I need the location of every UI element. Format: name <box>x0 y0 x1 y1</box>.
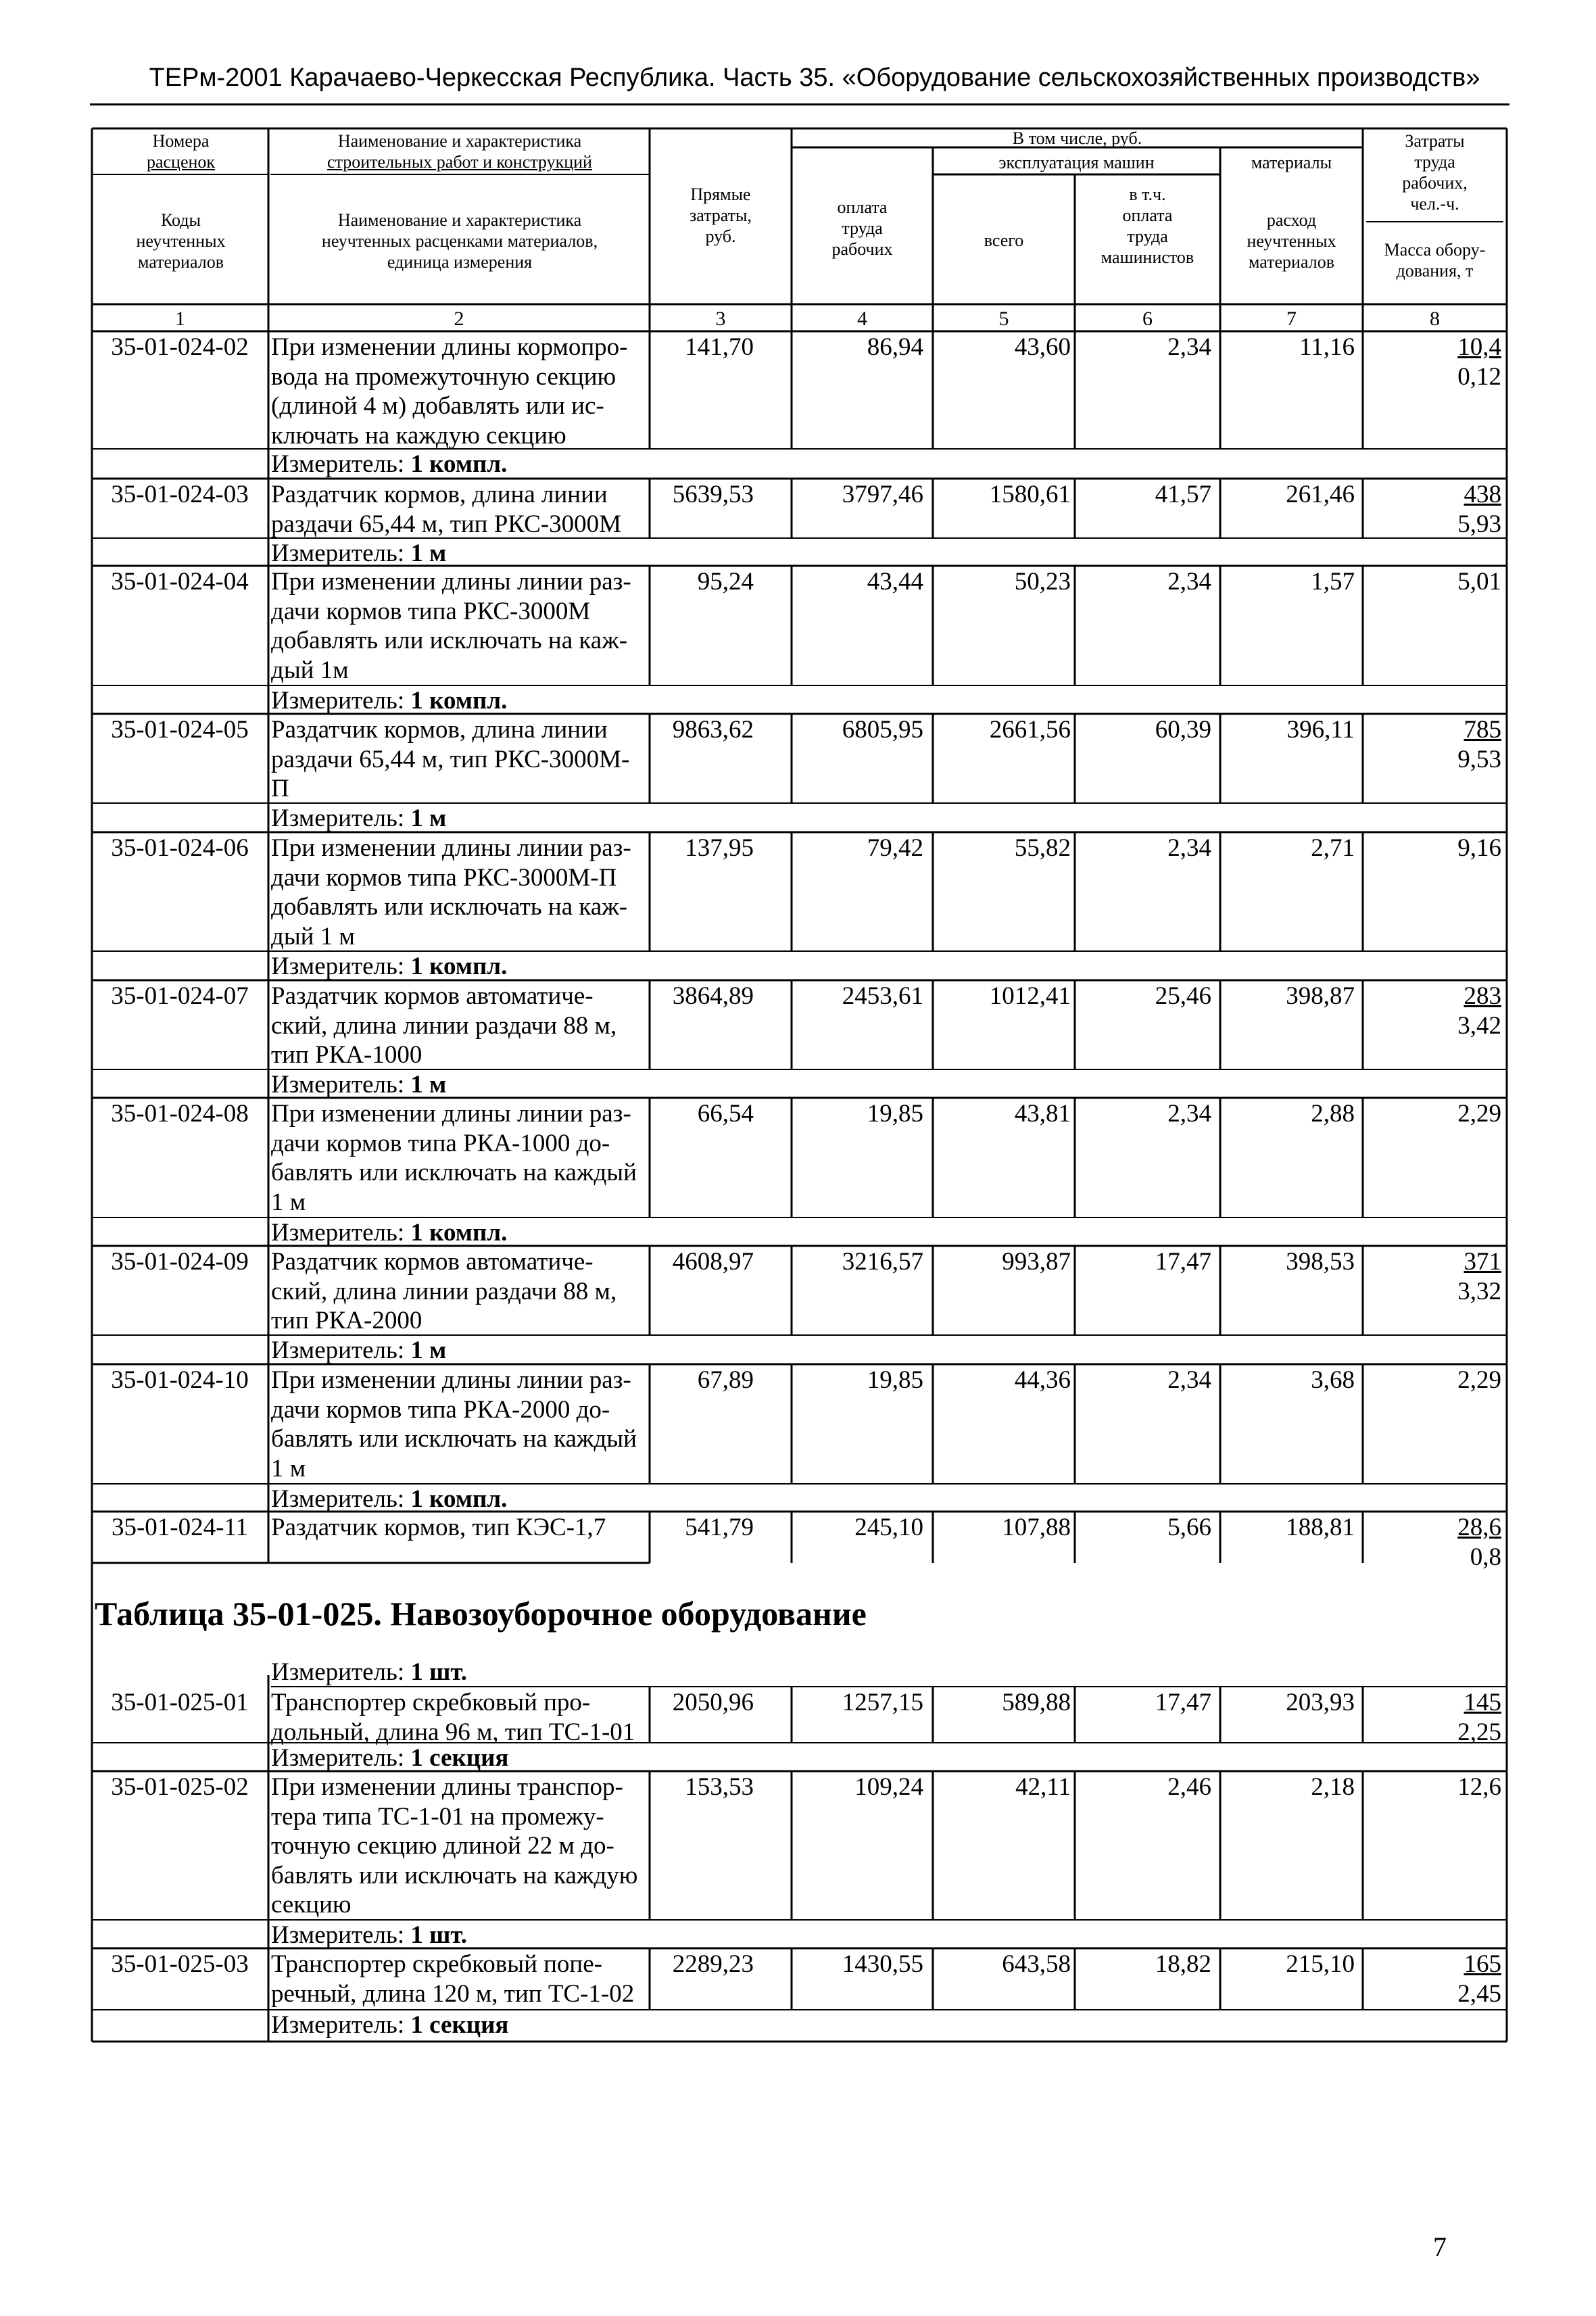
row-meter <box>271 686 879 715</box>
cell-direct-costs: 2050,96 <box>672 1689 754 1716</box>
cell-operators-pay: 60,39 <box>1155 716 1211 744</box>
cell-operators-pay: 2,34 <box>1167 1100 1211 1128</box>
page-number: 7 <box>1433 2231 1447 2262</box>
meter-label: Измеритель: <box>271 450 405 478</box>
row-description <box>271 1247 650 1336</box>
cell-direct-costs: 541,79 <box>685 1514 754 1541</box>
cell-labor-hours: 785 <box>1464 716 1501 744</box>
description-line: дачи кормов типа РКС-3000М <box>271 597 591 625</box>
description-line: При изменении длины линии раз- <box>271 1100 631 1128</box>
cell-operators-pay: 2,46 <box>1167 1773 1211 1801</box>
description-line: Транспортер скребковый про- <box>271 1689 591 1716</box>
cell-labor-hours: 5,01 <box>1457 568 1501 596</box>
cell-direct-costs: 9863,62 <box>672 716 754 744</box>
cell-operators-pay: 17,47 <box>1155 1248 1211 1276</box>
description-line: При изменении длины транспор- <box>271 1773 623 1801</box>
description-line: ский, длина линии раздачи 88 м, <box>271 1011 617 1040</box>
cell-materials: 1,57 <box>1311 568 1355 596</box>
cell-materials: 188,81 <box>1286 1514 1355 1541</box>
cell-labor-pay: 6805,95 <box>842 716 923 744</box>
description-line: дый 1м <box>271 656 349 684</box>
description-line: дачи кормов типа РКС-3000М-П <box>271 863 617 892</box>
cell-operators-pay: 2,34 <box>1167 333 1211 361</box>
description-line: добавлять или исключать на каж- <box>271 627 628 654</box>
description-line: П <box>271 775 289 802</box>
header-col1-top: Номера расценок <box>146 131 216 172</box>
table-title: Таблица 35-01-025. Навозоуборочное оборудование <box>95 1595 867 1633</box>
cell-labor-hours: 165 <box>1464 1950 1501 1978</box>
cell-direct-costs: 4608,97 <box>672 1248 754 1276</box>
cell-direct-costs: 141,70 <box>685 333 754 361</box>
cell-materials: 396,11 <box>1286 716 1355 744</box>
meter-value: 1 компл. <box>410 450 508 478</box>
cell-operators-pay: 41,57 <box>1155 481 1211 508</box>
cell-equipment-mass: 2,25 <box>1457 1718 1501 1746</box>
row-meter <box>271 1743 879 1772</box>
cell-labor-pay: 86,94 <box>867 333 923 361</box>
description-line: Раздатчик кормов автоматиче- <box>271 982 594 1010</box>
row-meter <box>271 1485 879 1514</box>
description-line: секцию <box>271 1891 352 1919</box>
cell-machines-total: 44,36 <box>1014 1366 1071 1394</box>
description-line: тера типа ТС-1-01 на промежу- <box>271 1802 604 1831</box>
description-line: ключать на каждую секцию <box>271 421 566 450</box>
cell-equipment-mass: 5,93 <box>1457 510 1501 538</box>
cell-labor-pay: 109,24 <box>854 1773 923 1801</box>
meter-value: 1 м <box>410 1071 447 1099</box>
cell-operators-pay: 2,34 <box>1167 568 1211 596</box>
row-code: 35-01-024-09 <box>111 1248 249 1276</box>
row-meter <box>271 1336 879 1365</box>
meter-value: 1 компл. <box>410 687 508 715</box>
description-line: При изменении длины линии раз- <box>271 834 631 862</box>
description-line: Раздатчик кормов, тип КЭС-1,7 <box>271 1514 606 1541</box>
meter-label: Измеритель: <box>271 1336 405 1364</box>
description-line: точную секцию длиной 22 м до- <box>271 1832 614 1860</box>
row-code: 35-01-024-11 <box>111 1514 249 1541</box>
row-description <box>271 1513 650 1543</box>
cell-labor-hours: 9,16 <box>1457 834 1501 862</box>
cell-direct-costs: 153,53 <box>685 1773 754 1801</box>
row-meter <box>271 1070 879 1099</box>
meter-value: 1 секция <box>410 2011 509 2039</box>
meter-label: Измеритель: <box>271 804 405 832</box>
description-line: добавлять или исключать на каж- <box>271 893 628 921</box>
cell-direct-costs: 66,54 <box>697 1100 754 1128</box>
row-meter <box>271 952 879 981</box>
description-line: бавлять или исключать на каждую <box>271 1861 638 1889</box>
row-code: 35-01-024-06 <box>111 834 249 862</box>
cell-machines-total: 589,88 <box>1002 1689 1071 1716</box>
cell-machines-total: 1012,41 <box>989 982 1071 1010</box>
description-line: При изменении длины кормопро- <box>271 333 628 361</box>
description-line: дый 1 м <box>271 922 355 950</box>
cell-operators-pay: 2,34 <box>1167 834 1211 862</box>
cell-materials: 203,93 <box>1286 1689 1355 1716</box>
cell-labor-hours: 2,29 <box>1457 1100 1501 1128</box>
description-line: Раздатчик кормов, длина линии <box>271 481 608 508</box>
description-line: 1 м <box>271 1188 306 1216</box>
cell-materials: 11,16 <box>1299 333 1355 361</box>
cell-materials: 398,87 <box>1286 982 1355 1010</box>
row-description <box>271 1366 650 1483</box>
cell-machines-total: 43,81 <box>1014 1100 1071 1128</box>
row-code: 35-01-025-02 <box>111 1773 249 1801</box>
cell-equipment-mass: 3,42 <box>1457 1011 1501 1040</box>
cell-materials: 2,71 <box>1311 834 1355 862</box>
row-description <box>271 982 650 1070</box>
table2-first-meter: Измеритель: 1 шт. <box>271 1658 468 1686</box>
cell-machines-total: 55,82 <box>1014 834 1071 862</box>
meter-value: 1 компл. <box>410 1485 508 1513</box>
cell-labor-hours: 283 <box>1464 982 1501 1010</box>
column-number-7: 7 <box>1286 308 1297 330</box>
row-description <box>271 1099 650 1217</box>
description-line: Раздатчик кормов автоматиче- <box>271 1248 594 1276</box>
cell-materials: 398,53 <box>1286 1248 1355 1276</box>
column-number-5: 5 <box>998 308 1009 330</box>
row-meter <box>271 450 879 479</box>
row-meter <box>271 1921 879 1950</box>
meter-label: Измеритель: <box>271 1071 405 1099</box>
meter-value: 1 секция <box>410 1744 509 1772</box>
cell-operators-pay: 25,46 <box>1155 982 1211 1010</box>
cell-labor-hours: 438 <box>1464 481 1501 508</box>
meter-label: Измеритель: <box>271 2011 405 2039</box>
header-materials: материалы <box>1251 153 1332 172</box>
cell-operators-pay: 17,47 <box>1155 1689 1211 1716</box>
column-number-6: 6 <box>1142 308 1153 330</box>
meter-value: 1 м <box>410 1336 447 1364</box>
cell-materials: 215,10 <box>1286 1950 1355 1978</box>
row-code: 35-01-024-08 <box>111 1100 249 1128</box>
row-description <box>271 1950 650 2008</box>
cell-operators-pay: 2,34 <box>1167 1366 1211 1394</box>
description-line: дачи кормов типа РКА-1000 до- <box>271 1129 610 1157</box>
description-line: ский, длина линии раздачи 88 м, <box>271 1277 617 1305</box>
header-col7: расход неучтенных материалов <box>1247 210 1336 272</box>
header-col3: Прямые затраты, руб. <box>689 185 752 246</box>
meter-value: 1 компл. <box>410 1219 508 1247</box>
cell-labor-pay: 3216,57 <box>842 1248 923 1276</box>
cell-direct-costs: 5639,53 <box>672 481 754 508</box>
cell-labor-pay: 3797,46 <box>842 481 923 508</box>
meter-label: Измеритель: <box>271 1219 405 1247</box>
cell-equipment-mass: 0,12 <box>1457 362 1501 391</box>
row-description <box>271 333 650 450</box>
cell-machines-total: 43,60 <box>1014 333 1071 361</box>
row-meter <box>271 539 879 568</box>
row-description <box>271 1688 650 1747</box>
cell-labor-hours: 28,6 <box>1457 1514 1501 1541</box>
meter-label: Измеритель: <box>271 539 405 567</box>
row-code: 35-01-024-02 <box>111 333 249 361</box>
cell-direct-costs: 95,24 <box>697 568 754 596</box>
row-code: 35-01-025-01 <box>111 1689 249 1716</box>
cell-equipment-mass: 9,53 <box>1457 745 1501 773</box>
header-group: В том числе, руб. <box>1012 128 1142 148</box>
row-description <box>271 567 650 685</box>
header-col2-top: Наименование и характеристика строительных работ и конструкций <box>327 131 592 172</box>
cell-machines-total: 1580,61 <box>989 481 1071 508</box>
cell-machines-total: 2661,56 <box>989 716 1071 744</box>
cell-machines-total: 643,58 <box>1002 1950 1071 1978</box>
row-code: 35-01-024-05 <box>111 716 249 744</box>
description-line: речный, длина 120 м, тип ТС-1-02 <box>271 1979 635 2008</box>
row-description <box>271 1772 650 1920</box>
header-machines: эксплуатация машин <box>998 153 1155 172</box>
cell-labor-hours: 2,29 <box>1457 1366 1501 1394</box>
row-meter <box>271 804 879 833</box>
row-meter <box>271 2010 879 2040</box>
cell-direct-costs: 3864,89 <box>672 982 754 1010</box>
cell-materials: 2,88 <box>1311 1100 1355 1128</box>
header-col8-top: Затраты труда рабочих, чел.-ч. <box>1402 131 1468 214</box>
description-line: Раздатчик кормов, длина линии <box>271 716 608 744</box>
column-number-8: 8 <box>1430 308 1440 330</box>
cell-equipment-mass: 0,8 <box>1470 1543 1501 1571</box>
meter-value: 1 компл. <box>410 952 508 980</box>
meter-label: Измеритель: <box>271 952 405 980</box>
row-code: 35-01-024-10 <box>111 1366 249 1394</box>
row-code: 35-01-024-03 <box>111 481 249 508</box>
column-number-2: 2 <box>454 308 464 330</box>
description-line: вода на промежуточную секцию <box>271 362 616 391</box>
description-line: дачи кормов типа РКА-2000 до- <box>271 1395 610 1424</box>
column-number-4: 4 <box>857 308 867 330</box>
cell-machines-total: 42,11 <box>1015 1773 1071 1801</box>
cell-labor-hours: 145 <box>1464 1689 1501 1716</box>
description-line: бавлять или исключать на каждый <box>271 1425 637 1453</box>
description-line: тип РКА-2000 <box>271 1307 422 1334</box>
cell-labor-pay: 1430,55 <box>842 1950 923 1978</box>
meter-label: Измеритель: <box>271 1921 405 1949</box>
cell-operators-pay: 5,66 <box>1167 1514 1211 1541</box>
cell-materials: 3,68 <box>1311 1366 1355 1394</box>
cell-materials: 261,46 <box>1286 481 1355 508</box>
cell-labor-pay: 2453,61 <box>842 982 923 1010</box>
description-line: 1 м <box>271 1454 306 1482</box>
row-meter <box>271 1218 879 1247</box>
cell-labor-pay: 79,42 <box>867 834 923 862</box>
column-number-1: 1 <box>175 308 185 330</box>
cell-labor-pay: 245,10 <box>854 1514 923 1541</box>
cell-machines-total: 993,87 <box>1002 1248 1071 1276</box>
cell-equipment-mass: 2,45 <box>1457 1979 1501 2008</box>
row-code: 35-01-025-03 <box>111 1950 249 1978</box>
cell-machines-total: 107,88 <box>1002 1514 1071 1541</box>
cell-labor-pay: 19,85 <box>867 1100 923 1128</box>
description-line: дольный, длина 96 м, тип ТС-1-01 <box>271 1718 635 1746</box>
page-title: ТЕРм-2001 Карачаево-Черкесская Республика. Часть 35. «Оборудование сельскохозяйственных производств» <box>149 64 1480 92</box>
description-line: тип РКА-1000 <box>271 1041 422 1069</box>
cell-labor-pay: 43,44 <box>867 568 923 596</box>
cell-direct-costs: 67,89 <box>697 1366 754 1394</box>
description-line: Транспортер скребковый попе- <box>271 1950 602 1978</box>
cell-operators-pay: 18,82 <box>1155 1950 1211 1978</box>
description-line: бавлять или исключать на каждый <box>271 1159 637 1186</box>
header-col4: оплата труда рабочих <box>831 197 893 259</box>
cell-direct-costs: 137,95 <box>685 834 754 862</box>
row-description <box>271 715 650 804</box>
description-line: раздачи 65,44 м, тип РКС-3000М <box>271 510 621 538</box>
row-code: 35-01-024-07 <box>111 982 249 1010</box>
meter-label: Измеритель: <box>271 687 405 715</box>
cell-labor-pay: 1257,15 <box>842 1689 923 1716</box>
meter-value: 1 м <box>410 804 447 832</box>
cell-labor-pay: 19,85 <box>867 1366 923 1394</box>
meter-value: 1 м <box>410 539 447 567</box>
cell-direct-costs: 2289,23 <box>672 1950 754 1978</box>
cell-machines-total: 50,23 <box>1014 568 1071 596</box>
row-code: 35-01-024-04 <box>111 568 249 596</box>
header-col8-bottom: Масса обору- дования, т <box>1384 240 1486 281</box>
description-line: раздачи 65,44 м, тип РКС-3000М- <box>271 745 630 773</box>
row-description <box>271 834 650 951</box>
cell-equipment-mass: 3,32 <box>1457 1277 1501 1305</box>
row-description <box>271 480 650 539</box>
header-col2-bottom: Наименование и характеристика неучтенных расценками материалов, единица измерения <box>321 210 598 272</box>
column-number-3: 3 <box>715 308 726 330</box>
meter-label: Измеритель: <box>271 1744 405 1772</box>
cell-materials: 2,18 <box>1311 1773 1355 1801</box>
meter-value: 1 шт. <box>410 1921 468 1949</box>
meter-label: Измеритель: <box>271 1485 405 1513</box>
header-col1-bottom: Коды неучтенных материалов <box>136 210 226 272</box>
header-col6: в т.ч. оплата труда машинистов <box>1101 185 1194 267</box>
cell-labor-hours: 371 <box>1464 1248 1501 1276</box>
cell-labor-hours: 12,6 <box>1457 1773 1501 1801</box>
cell-labor-hours: 10,4 <box>1457 333 1501 361</box>
header-col5: всего <box>984 231 1024 250</box>
description-line: При изменении длины линии раз- <box>271 568 631 596</box>
description-line: При изменении длины линии раз- <box>271 1366 631 1394</box>
description-line: (длиной 4 м) добавлять или ис- <box>271 392 604 420</box>
